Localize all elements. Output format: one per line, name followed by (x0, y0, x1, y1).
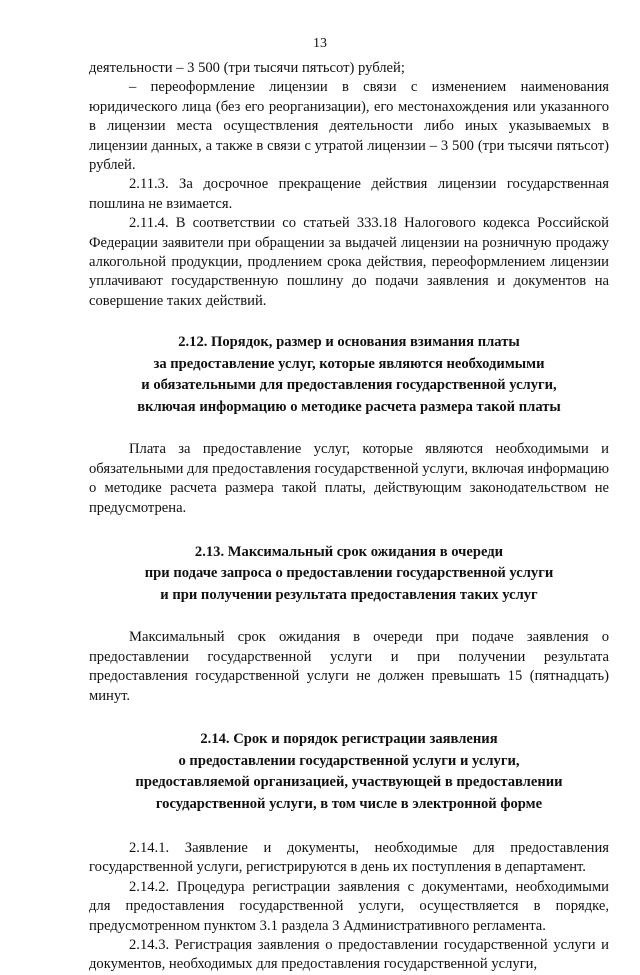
heading-line: 2.13. Максимальный срок ожидания в очереди (194, 543, 504, 560)
page-content (89, 59, 609, 975)
heading-line: включая информацию о методике расчета размера такой платы (137, 398, 561, 415)
paragraph-2-11-4: 2.11.4. В соответствии со статьей 333.18 Налогового кодекса Российской Федерации заявители при обращении за выдачей лицензии на розничную продажу алкогольной продукции, продлением срока действия, переоформлением лицензии уплачивают государственную пошлину до подачи заявления и документов на совершение таких действий. (89, 215, 609, 309)
heading-line: о предоставлении государственной услуги и услуги, (178, 752, 520, 769)
page-number: 13 (313, 36, 327, 51)
section-heading-2-12 (89, 332, 609, 418)
paragraph-2-13-body: Максимальный срок ожидания в очереди при подаче заявления о предоставлении государственной услуги и при получении результата предоставления государственной услуги не должен превышать 15 (пятнадцать) минут. (89, 629, 609, 704)
section-heading-2-13 (89, 542, 609, 607)
heading-line: 2.14. Срок и порядок регистрации заявления (200, 731, 498, 748)
paragraph-2-14-1: 2.14.1. Заявление и документы, необходимые для предоставления государственной услуги, регистрируются в день их поступления в департамент. (89, 840, 609, 876)
heading-line: и при получении результата предоставления таких услуг (160, 586, 538, 603)
heading-line: и обязательными для предоставления государственной услуги, (141, 377, 557, 394)
paragraph-2-11-3: 2.11.3. За досрочное прекращение действия лицензии государственная пошлина не взимается. (89, 176, 609, 212)
heading-line: при подаче запроса о предоставлении государственной услуги (144, 565, 554, 582)
paragraph-2-14-2: 2.14.2. Процедура регистрации заявления с документами, необходимыми для предоставления государственной услуги, осуществляется в порядке, предусмотренном пунктом 3.1 раздела 3 Административного регламента. (89, 878, 609, 934)
paragraph-2-12-body: Плата за предоставление услуг, которые являются необходимыми и обязательными для предоставления государственной услуги, включая информацию о методике расчета размера такой платы, действующим законодательством не предусмотрена. (89, 441, 610, 516)
heading-line: 2.12. Порядок, размер и основания взимания платы (178, 334, 520, 351)
paragraph-reissue-fee: – переоформление лицензии в связи с изменением наименования юридического лица (без его реорганизации), его местонахождения или указанного в лицензии места осуществления деятельности либо иных указываемых в лицензии данных, а также в связи с утратой лицензии – 3 500 (три тысячи пятьсот) рублей. (89, 79, 609, 174)
paragraph-2-14-3: 2.14.3. Регистрация заявления о предоставлении государственной услуги и документов, необходимых для предоставления государственной услуги, (89, 937, 609, 973)
section-heading-2-14 (89, 729, 609, 815)
heading-line: за предоставление услуг, которые являются необходимыми (153, 355, 545, 372)
heading-line: предоставляемой организацией, участвующей в предоставлении (135, 774, 563, 791)
heading-line: государственной услуги, в том числе в электронной форме (155, 795, 543, 812)
paragraph-continuation: деятельности – 3 500 (три тысячи пятьсот) рублей; (89, 60, 405, 76)
